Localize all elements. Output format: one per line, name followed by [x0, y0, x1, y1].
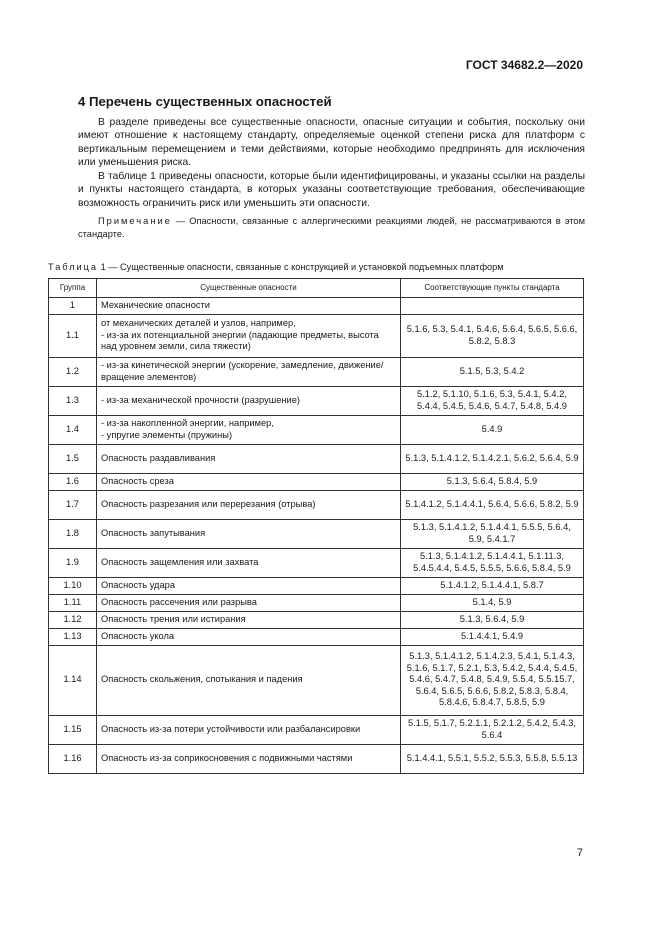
- hazard-line: - из-за накопленной энергии, например,: [101, 418, 274, 428]
- row-group: 1.3: [49, 386, 97, 415]
- table-row: [49, 386, 584, 415]
- row-hazard: [97, 490, 401, 519]
- row-group: 1.13: [49, 628, 97, 645]
- hazard-line: - из-за кинетической энергии (ускорение, замедление, движение/вращение элементов): [101, 360, 384, 382]
- row-hazard: [97, 519, 401, 548]
- row-group: 1.11: [49, 594, 97, 611]
- row-group: 1.7: [49, 490, 97, 519]
- hazard-line: Опасность скольжения, спотыкания и падения: [101, 674, 303, 685]
- table-row: [49, 314, 584, 357]
- row-group: 1.6: [49, 473, 97, 490]
- table-row: [49, 628, 584, 645]
- table-row: [49, 744, 584, 773]
- row-group: 1.16: [49, 744, 97, 773]
- row-clauses: 5.4.9: [401, 415, 584, 444]
- note-label: Примечание: [98, 216, 172, 226]
- table-row: [49, 577, 584, 594]
- row-hazard: [97, 548, 401, 577]
- row-hazard: [97, 473, 401, 490]
- row-clauses: 5.1.6, 5.3, 5.4.1, 5.4.6, 5.6.4, 5.6.5, 5.6.6, 5.8.2, 5.8.3: [401, 314, 584, 357]
- row-group: 1.9: [49, 548, 97, 577]
- row-hazard: [97, 628, 401, 645]
- hazard-line: Опасность защемления или захвата: [101, 556, 259, 567]
- table-row: [49, 298, 584, 315]
- row-hazard: [97, 645, 401, 715]
- row-hazard: [97, 298, 401, 315]
- row-clauses: 5.1.4.4.1, 5.4.9: [401, 628, 584, 645]
- row-hazard: [97, 415, 401, 444]
- row-group: 1.1: [49, 314, 97, 357]
- row-group: 1.10: [49, 577, 97, 594]
- row-clauses: 5.1.5, 5.3, 5.4.2: [401, 357, 584, 386]
- note: [78, 215, 585, 241]
- row-clauses: 5.1.2, 5.1.10, 5.1.6, 5.3, 5.4.1, 5.4.2, 5.4.4, 5.4.5, 5.4.6, 5.4.7, 5.4.8, 5.4.9: [401, 386, 584, 415]
- row-clauses: 5.1.3, 5.1.4.1.2, 5.1.4.4.1, 5.1.11.3, 5.4.5.4.4, 5.4.5, 5.5.5, 5.6.6, 5.8.4, 5.9: [401, 548, 584, 577]
- table-row: [49, 473, 584, 490]
- hazard-line: Опасность из-за потери устойчивости или разбалансировки: [101, 723, 361, 734]
- row-group: 1: [49, 298, 97, 315]
- row-hazard: [97, 444, 401, 473]
- table-body: [49, 298, 584, 774]
- row-hazard: [97, 577, 401, 594]
- hazard-line: Опасность из-за соприкосновения с подвижными частями: [101, 752, 353, 763]
- table-row: [49, 415, 584, 444]
- table-header-row: [49, 279, 584, 298]
- row-clauses: 5.1.3, 5.1.4.1.2, 5.1.4.2.1, 5.6.2, 5.6.4, 5.9: [401, 444, 584, 473]
- row-clauses: 5.1.3, 5.6.4, 5.8.4, 5.9: [401, 473, 584, 490]
- table-row: [49, 357, 584, 386]
- table-row: [49, 490, 584, 519]
- row-clauses: 5.1.4.1.2, 5.1.4.4.1, 5.6.4, 5.6.6, 5.8.2, 5.9: [401, 490, 584, 519]
- row-clauses: 5.1.4, 5.9: [401, 594, 584, 611]
- row-clauses: 5.1.5, 5.1.7, 5.2.1.1, 5.2.1.2, 5.4.2, 5.4.3, 5.6.4: [401, 715, 584, 744]
- row-hazard: [97, 715, 401, 744]
- row-hazard: [97, 386, 401, 415]
- note-text: — Опасности, связанные с аллергическими реакциями людей, не рассматриваются в этом стандарте.: [78, 216, 585, 239]
- paragraph-2: В таблице 1 приведены опасности, которые были идентифицированы, и указаны ссылки на разделы и пункты настоящего стандарта, в которых указаны соответствующие требования, обеспечивающие возможность ограничить риск или уменьшить эти опасности.: [78, 171, 585, 209]
- table-row: [49, 519, 584, 548]
- table-row: [49, 444, 584, 473]
- hazard-line: - из-за механической прочности (разрушение): [101, 394, 300, 405]
- hazard-line: Опасность среза: [101, 475, 174, 486]
- hazard-line: Механические опасности: [101, 300, 210, 310]
- section-title: 4 Перечень существенных опасностей: [78, 94, 332, 109]
- row-hazard: [97, 611, 401, 628]
- header-hazard: Существенные опасности: [97, 279, 401, 298]
- row-group: 1.14: [49, 645, 97, 715]
- header-clauses: Соответствующие пункты стандарта: [401, 279, 584, 298]
- row-clauses: [401, 298, 584, 315]
- table-row: [49, 548, 584, 577]
- table-row: [49, 594, 584, 611]
- row-group: 1.8: [49, 519, 97, 548]
- row-hazard: [97, 594, 401, 611]
- hazard-line: - из-за их потенциальной энергии (падающие предметы, высота над уровнем земли, сила тяжести): [101, 329, 379, 352]
- row-clauses: 5.1.4.1.2, 5.1.4.4.1, 5.8.7: [401, 577, 584, 594]
- paragraph-1: В разделе приведены все существенные опасности, опасные ситуации и события, поскольку они имеют отношение к настоящему стандарту, определяемые оценкой степени риска для платформ с вертикальным перемещением и теми действиями, которые необходимо предпринять для исключения или уменьшения риска.: [78, 117, 585, 168]
- row-clauses: 5.1.3, 5.1.4.1.2, 5.1.4.4.1, 5.5.5, 5.6.4, 5.9, 5.4.1.7: [401, 519, 584, 548]
- table-caption: [48, 262, 504, 272]
- table-row: [49, 645, 584, 715]
- table-row: [49, 611, 584, 628]
- row-group: 1.4: [49, 415, 97, 444]
- hazard-line: Опасность запутывания: [101, 527, 206, 538]
- table-caption-label: Таблица: [48, 262, 99, 272]
- hazard-line: Опасность рассечения или разрыва: [101, 596, 257, 607]
- hazard-line: Опасность раздавливания: [101, 452, 216, 463]
- row-hazard: [97, 744, 401, 773]
- page-number: 7: [576, 847, 583, 859]
- hazard-line: Опасность укола: [101, 630, 175, 641]
- standard-header: ГОСТ 34682.2—2020: [465, 58, 583, 72]
- row-hazard: [97, 357, 401, 386]
- row-clauses: 5.1.3, 5.1.4.1.2, 5.1.4.2.3, 5.4.1, 5.1.4.3, 5.1.6, 5.1.7, 5.2.1, 5.3, 5.4.2, 5.4.4, 5.4.5, 5.4.6, 5.4.7, 5.4.8, 5.4.9, 5.5.4, 5.5.15.7, 5.6.4, 5.6.5, 5.6.6, 5.8.2, 5.8.3, 5.8.4, 5.8.4.6, 5.8.4.7, 5.8.5, 5.9: [401, 645, 584, 715]
- hazard-line: Опасность разрезания или перерезания (отрыва): [101, 498, 316, 509]
- hazard-line: от механических деталей и узлов, например,: [101, 318, 296, 329]
- hazards-table: [48, 278, 584, 774]
- row-group: 1.12: [49, 611, 97, 628]
- row-clauses: 5.1.3, 5.6.4, 5.9: [401, 611, 584, 628]
- header-group: Группа: [49, 279, 97, 298]
- hazard-line: - упругие элементы (пружины): [101, 429, 233, 440]
- row-group: 1.15: [49, 715, 97, 744]
- hazard-line: Опасность трения или истирания: [101, 613, 246, 624]
- row-group: 1.2: [49, 357, 97, 386]
- row-clauses: 5.1.4.4.1, 5.5.1, 5.5.2, 5.5.3, 5.5.8, 5.5.13: [401, 744, 584, 773]
- row-hazard: [97, 314, 401, 357]
- row-group: 1.5: [49, 444, 97, 473]
- table-caption-text: 1 — Существенные опасности, связанные с конструкцией и установкой подъемных платформ: [98, 262, 504, 272]
- table-row: [49, 715, 584, 744]
- hazard-line: Опасность удара: [101, 579, 175, 590]
